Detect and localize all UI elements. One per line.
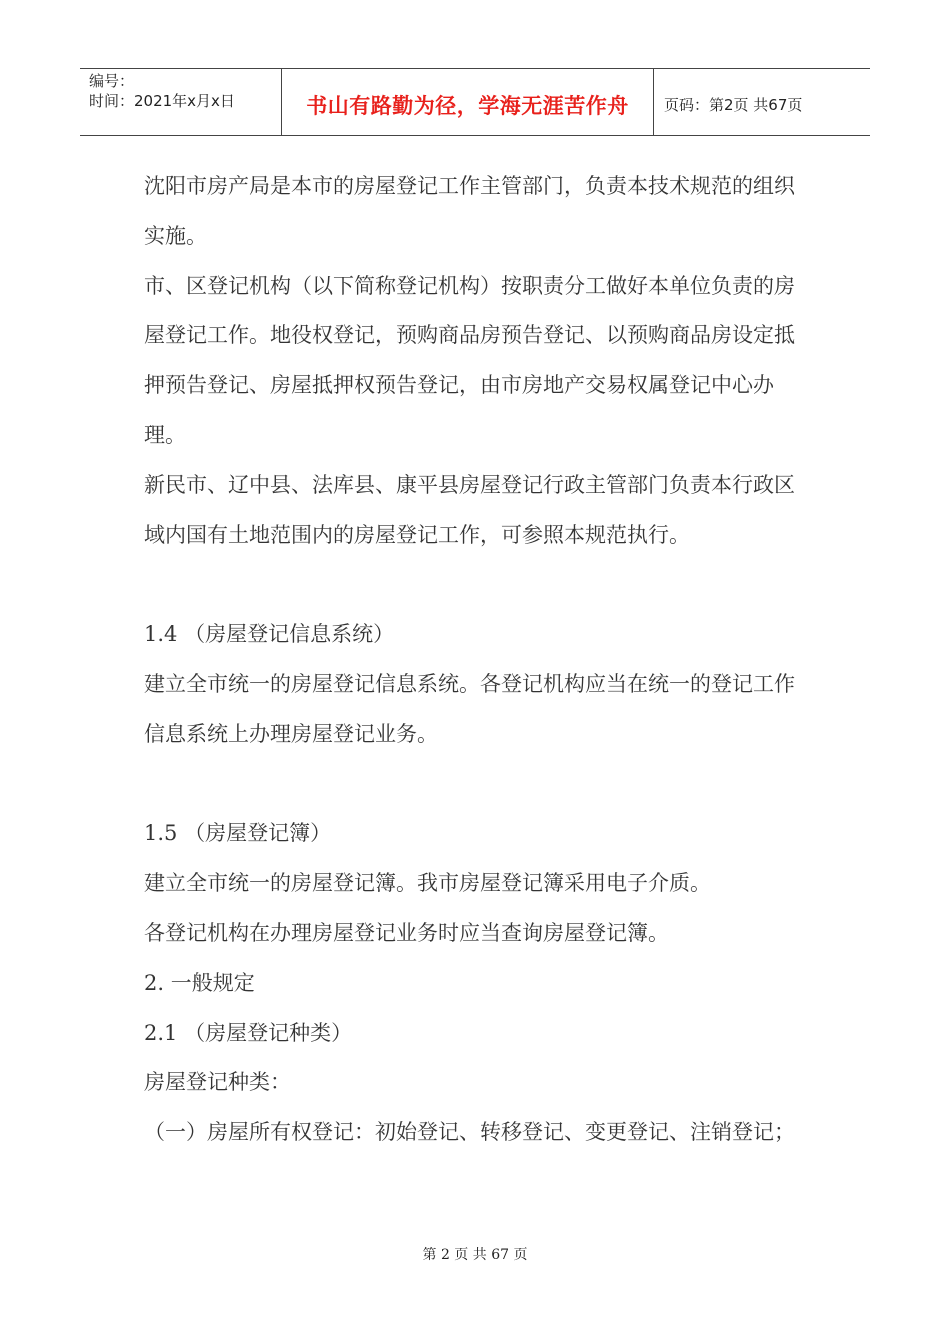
section-heading-1-4: 1.4 （房屋登记信息系统） [144, 622, 395, 647]
page-footer: 第 2 页 共 67 页 [422, 1247, 528, 1263]
paragraph-register-book: 建立全市统一的房屋登记簿。我市房屋登记簿采用电子介质。 [144, 871, 711, 896]
header-page-cell [654, 69, 870, 135]
paragraph-ownership-registration: （一）房屋所有权登记：初始登记、转移登记、变更登记、注销登记； [144, 1120, 795, 1145]
date-label: 时间：2021年x月x日 [89, 92, 235, 110]
paragraph-registration-agencies: 市、区登记机构（以下简称登记机构）按职责分工做好本单位负责的房屋登记工作。地役权登记，预购商品房预告登记、以预购商品房设定抵押预告登记、房屋抵押权预告登记，由市房地产交易权属登记中心办理。 [144, 273, 795, 447]
header-motto-cell [282, 69, 654, 135]
paragraph-registration-types: 房屋登记种类： [144, 1070, 291, 1095]
paragraph-info-system: 建立全市统一的房屋登记信息系统。各登记机构应当在统一的登记工作信息系统上办理房屋登记业务。 [144, 671, 795, 746]
section-heading-2-1: 2.1 （房屋登记种类） [144, 1020, 353, 1045]
document-body [144, 162, 804, 1158]
page-info: 页码：第2页 共67页 [664, 95, 803, 114]
paragraph-authority: 沈阳市房产局是本市的房屋登记工作主管部门，负责本技术规范的组织实施。 [144, 174, 795, 248]
serial-label: 编号： [89, 72, 135, 90]
section-heading-1-5: 1.5 （房屋登记簿） [144, 821, 332, 846]
motto-text: 书山有路勤为径，学海无涯苦作舟 [306, 94, 629, 118]
page-header [80, 68, 870, 136]
spacer [144, 760, 804, 810]
header-meta-cell [80, 69, 282, 135]
paragraph-counties: 新民市、辽中县、法库县、康平县房屋登记行政主管部门负责本行政区域内国有土地范围内的房屋登记工作，可参照本规范执行。 [144, 472, 795, 547]
paragraph-register-query: 各登记机构在办理房屋登记业务时应当查询房屋登记簿。 [144, 920, 669, 945]
section-heading-2: 2. 一般规定 [144, 970, 255, 995]
spacer [144, 560, 804, 610]
